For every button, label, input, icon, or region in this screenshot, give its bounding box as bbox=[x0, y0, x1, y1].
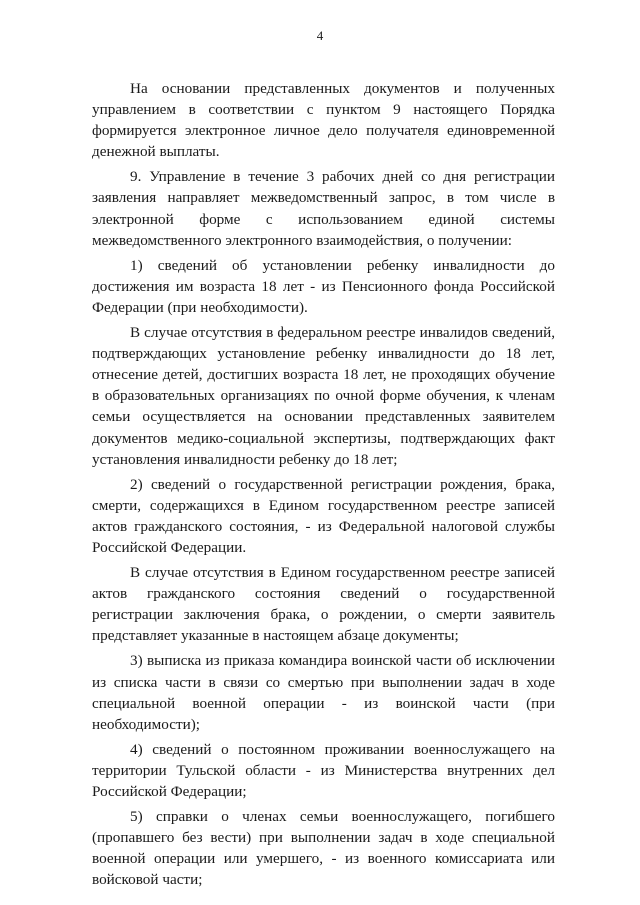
paragraph-subitem-2: 2) сведений о государственной регистрации рождения, брака, смерти, содержащихся в Едином государственном реестре записей актов гражданского состояния, - из Федеральной налоговой службы Российской Федерации. bbox=[92, 475, 555, 556]
paragraph-disability-registry: В случае отсутствия в федеральном реестре инвалидов сведений, подтверждающих установление ребенку инвалидности до 18 лет, отнесение детей, достигших возраста 18 лет, не проходящих обучение в образовательных организациях по очной форме обучения, к членам семьи осуществляется на основании представленных заявителем документов медико-социальной экспертизы, подтверждающих факт установления инвалидности ребенку до 18 лет; bbox=[92, 324, 555, 468]
paragraph-item-9: 9. Управление в течение 3 рабочих дней со дня регистрации заявления направляет межведомственный запрос, в том числе в электронной форме с использованием единой системы межведомственного электронного взаимодействия, о получении: bbox=[92, 168, 555, 249]
paragraph-subitem-1: 1) сведений об установлении ребенку инвалидности до достижения им возраста 18 лет - из Пенсионного фонда Российской Федерации (при необходимости). bbox=[92, 256, 555, 316]
paragraph-subitem-3: 3) выписка из приказа командира воинской части об исключении из списка части в связи со смертью при выполнении задач в ходе специальной военной операции - из воинской части (при необходимости); bbox=[92, 652, 555, 733]
document-body bbox=[92, 78, 555, 894]
paragraph-subitem-5: 5) справки о членах семьи военнослужащего, погибшего (пропавшего без вести) при выполнении задач в ходе специальной военной операции или умершего, - из военного комиссариата или войсковой части; bbox=[92, 808, 555, 889]
page-number: 4 bbox=[316, 28, 324, 43]
paragraph-civil-registry: В случае отсутствия в Едином государственном реестре записей актов гражданского состояния сведений о государственной регистрации заключения брака, о рождении, о смерти заявитель представляет указанные в настоящем абзаце документы; bbox=[92, 564, 555, 645]
paragraph-subitem-4: 4) сведений о постоянном проживании военнослужащего на территории Тульской области - из Министерства внутренних дел Российской Федерации; bbox=[92, 740, 555, 800]
paragraph-electronic-file: На основании представленных документов и полученных управлением в соответствии с пунктом 9 настоящего Порядка формируется электронное личное дело получателя единовременной денежной выплаты. bbox=[92, 80, 555, 161]
